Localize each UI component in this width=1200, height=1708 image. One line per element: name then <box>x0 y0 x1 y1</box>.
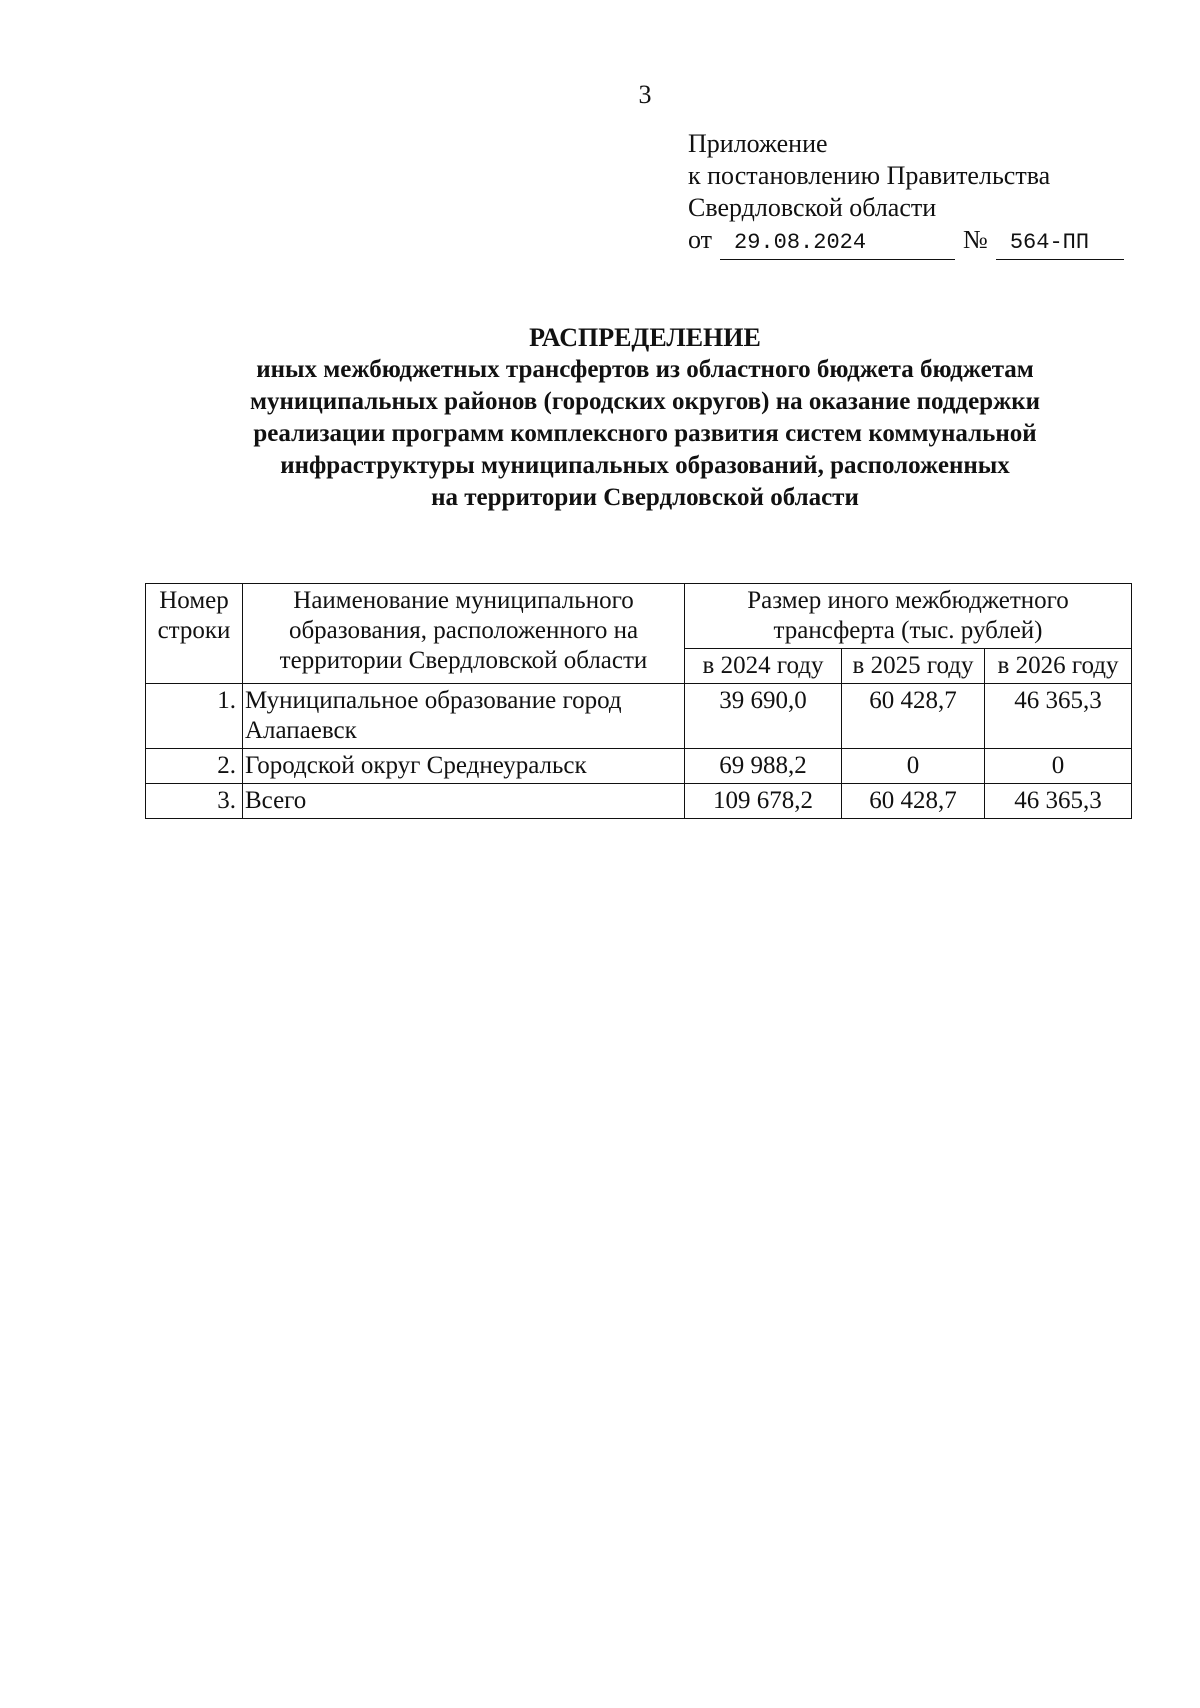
table-header-row <box>146 584 1132 649</box>
row-number: 2. <box>146 749 243 784</box>
page-number: 3 <box>638 80 652 109</box>
header-year-2025: в 2025 году <box>842 649 985 684</box>
header-row-number: Номер строки <box>146 584 243 684</box>
header-transfer-amount: Размер иного межбюджетного трансферта (тыс. рублей) <box>685 584 1132 649</box>
municipality-name: Городской округ Среднеуральск <box>243 749 685 784</box>
table-row <box>146 749 1132 784</box>
row-number: 3. <box>146 784 243 819</box>
amount-2025: 0 <box>842 749 985 784</box>
municipality-name: Муниципальное образование город Алапаевск <box>243 684 685 749</box>
appendix-date-number-line <box>688 224 1124 260</box>
title-heading: РАСПРЕДЕЛЕНИЕ <box>529 323 761 352</box>
appendix-title: Приложение <box>688 129 828 158</box>
title-line: на территории Свердловской области <box>431 484 859 511</box>
appendix-region-line: Свердловской области <box>688 193 937 222</box>
amount-2026: 46 365,3 <box>985 684 1132 749</box>
amount-2026: 46 365,3 <box>985 784 1132 819</box>
row-number: 1. <box>146 684 243 749</box>
amount-2024: 109 678,2 <box>685 784 842 819</box>
table-total-row <box>146 784 1132 819</box>
date-prefix: от <box>688 225 713 254</box>
header-year-2024: в 2024 году <box>685 649 842 684</box>
number-prefix: № <box>963 225 988 254</box>
appendix-block <box>688 128 1124 260</box>
amount-2025: 60 428,7 <box>842 684 985 749</box>
amount-2025: 60 428,7 <box>842 784 985 819</box>
amount-2024: 39 690,0 <box>685 684 842 749</box>
header-municipality-name: Наименование муниципального образования, расположенного на территории Свердловской области <box>243 584 685 684</box>
document-title <box>140 322 1150 514</box>
title-line: муниципальных районов (городских округов) на оказание поддержки <box>249 388 1041 415</box>
distribution-table <box>145 583 1132 819</box>
resolution-number: 564-ПП <box>996 227 1124 260</box>
title-line: реализации программ комплексного развития систем коммунальной <box>253 420 1037 447</box>
header-year-2026: в 2026 году <box>985 649 1132 684</box>
resolution-date: 29.08.2024 <box>720 227 955 260</box>
appendix-resolution-line: к постановлению Правительства <box>688 161 1051 190</box>
amount-2026: 0 <box>985 749 1132 784</box>
title-line: инфраструктуры муниципальных образований, расположенных <box>280 452 1010 479</box>
municipality-name: Всего <box>243 784 685 819</box>
title-line: иных межбюджетных трансфертов из областного бюджета бюджетам <box>256 356 1034 383</box>
table-row <box>146 684 1132 749</box>
amount-2024: 69 988,2 <box>685 749 842 784</box>
